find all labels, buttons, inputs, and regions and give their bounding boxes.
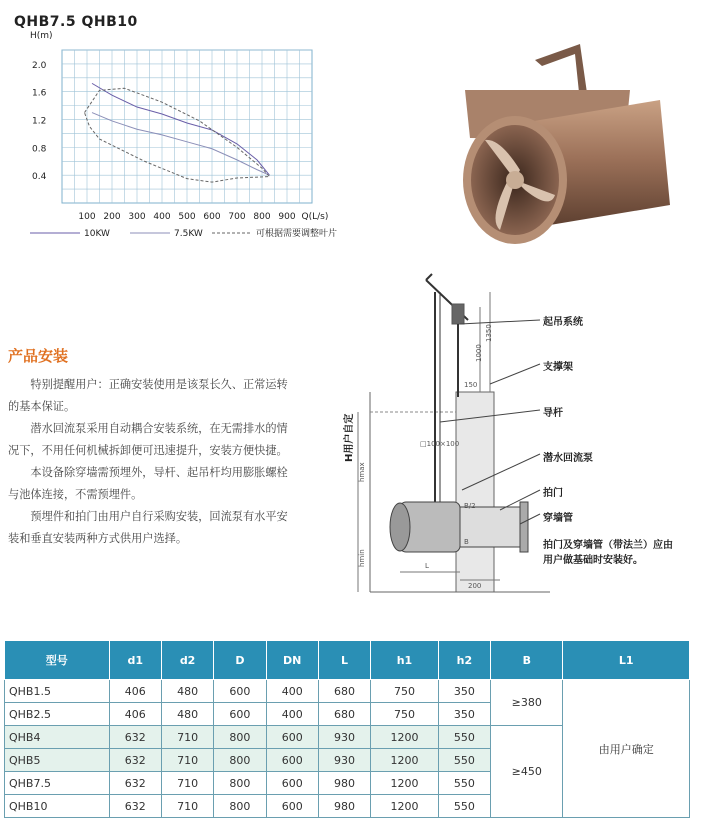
dim-b: B bbox=[464, 538, 469, 546]
table-cell: 710 bbox=[161, 749, 213, 772]
table-cell: 1200 bbox=[371, 772, 439, 795]
table-cell: 632 bbox=[109, 726, 161, 749]
model-cell: QHB10 bbox=[5, 795, 110, 818]
table-cell: 600 bbox=[266, 749, 318, 772]
header-cell: L1 bbox=[563, 641, 690, 680]
x-tick-label: 200 bbox=[103, 212, 121, 222]
table-cell: 632 bbox=[109, 772, 161, 795]
model-cell: QHB1.5 bbox=[5, 680, 110, 703]
table-cell: 600 bbox=[266, 772, 318, 795]
label-support: 支撑架 bbox=[543, 362, 573, 373]
table-cell: 800 bbox=[214, 749, 266, 772]
dim-hmax: hmax bbox=[358, 462, 366, 482]
header-cell: d1 bbox=[109, 641, 161, 680]
installation-text bbox=[8, 374, 298, 550]
table-cell: 600 bbox=[214, 703, 266, 726]
paragraph: 本设备除穿墙需预埋外，导杆、起吊杆均用膨胀螺栓与池体连接，不需预埋件。 bbox=[8, 466, 288, 501]
header-cell: L bbox=[318, 641, 370, 680]
y-tick-label: 0.4 bbox=[32, 172, 47, 183]
x-tick-label: 400 bbox=[153, 212, 171, 222]
table-cell: 750 bbox=[371, 703, 439, 726]
dim-1350: 1350 bbox=[485, 324, 493, 342]
table-cell: 350 bbox=[438, 703, 490, 726]
x-tick-label: 700 bbox=[228, 212, 246, 222]
spec-table bbox=[4, 640, 690, 818]
y-tick-label: 1.2 bbox=[32, 116, 47, 127]
table-cell: 350 bbox=[438, 680, 490, 703]
table-cell: 406 bbox=[109, 680, 161, 703]
table-cell: 550 bbox=[438, 749, 490, 772]
table-cell: 600 bbox=[266, 795, 318, 818]
installation-diagram bbox=[340, 262, 700, 622]
table-cell: 600 bbox=[214, 680, 266, 703]
x-tick-label: 800 bbox=[253, 212, 271, 222]
x-tick-label: 900 bbox=[278, 212, 296, 222]
header-cell: B bbox=[491, 641, 563, 680]
paragraph: 潜水回流泵采用自动耦合安装系统，在无需排水的情况下，不用任何机械拆卸便可迅速提升，安装方便快捷。 bbox=[8, 422, 288, 457]
header-cell: D bbox=[214, 641, 266, 680]
label-wall-pipe: 穿墙管 bbox=[543, 513, 573, 524]
table-cell: 800 bbox=[214, 795, 266, 818]
table-cell: 1200 bbox=[371, 749, 439, 772]
model-cell: QHB5 bbox=[5, 749, 110, 772]
header-cell: d2 bbox=[161, 641, 213, 680]
b-cell: ≥380 bbox=[491, 680, 563, 726]
x-tick-label: 600 bbox=[203, 212, 221, 222]
dim-200: 200 bbox=[468, 582, 482, 590]
table-cell: 480 bbox=[161, 703, 213, 726]
label-pump: 潜水回流泵 bbox=[543, 453, 593, 464]
model-cell: QHB2.5 bbox=[5, 703, 110, 726]
x-tick-label: 100 bbox=[78, 212, 96, 222]
table-cell: 680 bbox=[318, 703, 370, 726]
y-tick-label: 2.0 bbox=[32, 60, 47, 71]
table-cell: 710 bbox=[161, 726, 213, 749]
model-cell: QHB7.5 bbox=[5, 772, 110, 795]
x-axis-label: Q(L/s) bbox=[301, 212, 329, 222]
chart-grid bbox=[62, 50, 312, 203]
table-cell: 400 bbox=[266, 703, 318, 726]
table-cell: 1200 bbox=[371, 795, 439, 818]
table-header-row bbox=[5, 641, 690, 680]
pump-photo bbox=[430, 30, 700, 260]
x-tick-label: 300 bbox=[128, 212, 146, 222]
dim-b2: B/2 bbox=[464, 502, 476, 510]
dim-l: L bbox=[425, 562, 429, 570]
legend-label: 可根据需要调整叶片 bbox=[256, 229, 338, 239]
label-lifting: 起吊系统 bbox=[543, 317, 583, 328]
table-cell: 680 bbox=[318, 680, 370, 703]
label-note-2: 用户做基础时安装好。 bbox=[543, 555, 643, 566]
model-cell: QHB4 bbox=[5, 726, 110, 749]
y-tick-label: 0.8 bbox=[32, 144, 47, 155]
table-cell: 550 bbox=[438, 795, 490, 818]
table-cell: 930 bbox=[318, 749, 370, 772]
dim-1000: 1000 bbox=[475, 344, 483, 362]
header-cell: h1 bbox=[371, 641, 439, 680]
table-cell: 750 bbox=[371, 680, 439, 703]
section-title: 产品安装 bbox=[8, 347, 69, 365]
y-tick-label: 1.6 bbox=[32, 88, 47, 99]
h-user-label: H用户自定 bbox=[344, 413, 355, 462]
y-axis-label: H(m) bbox=[30, 31, 53, 41]
label-guide: 导杆 bbox=[543, 408, 563, 419]
table-cell: 550 bbox=[438, 772, 490, 795]
table-cell: 406 bbox=[109, 703, 161, 726]
table-row bbox=[5, 680, 690, 703]
legend-label: 7.5KW bbox=[174, 229, 203, 239]
legend-label: 10KW bbox=[84, 229, 110, 239]
paragraph: 特别提醒用户：正确安装使用是该泵长久、正常运转的基本保证。 bbox=[8, 378, 288, 413]
paragraph: 预埋件和拍门由用户自行采购安装，回流泵有水平安装和垂直安装两种方式供用户选择。 bbox=[8, 510, 288, 545]
table-cell: 980 bbox=[318, 772, 370, 795]
x-tick-label: 500 bbox=[178, 212, 196, 222]
table-cell: 800 bbox=[214, 772, 266, 795]
table-cell: 800 bbox=[214, 726, 266, 749]
label-flap: 拍门 bbox=[543, 488, 563, 499]
chart-legend bbox=[30, 227, 337, 239]
table-cell: 400 bbox=[266, 680, 318, 703]
table-cell: 710 bbox=[161, 795, 213, 818]
l1-cell: 由用户确定 bbox=[563, 680, 690, 818]
table-cell: 980 bbox=[318, 795, 370, 818]
dim-150: 150 bbox=[464, 381, 478, 389]
header-cell: DN bbox=[266, 641, 318, 680]
table-cell: 480 bbox=[161, 680, 213, 703]
table-cell: 600 bbox=[266, 726, 318, 749]
dim-hmin: hmin bbox=[358, 549, 366, 567]
table-cell: 930 bbox=[318, 726, 370, 749]
header-cell: h2 bbox=[438, 641, 490, 680]
table-cell: 550 bbox=[438, 726, 490, 749]
b-cell: ≥450 bbox=[491, 726, 563, 818]
header-cell: 型号 bbox=[5, 641, 110, 680]
chart-title: QHB7.5 QHB10 bbox=[14, 14, 138, 30]
table-cell: 632 bbox=[109, 795, 161, 818]
performance-chart bbox=[0, 28, 420, 243]
table-cell: 710 bbox=[161, 772, 213, 795]
table-cell: 1200 bbox=[371, 726, 439, 749]
label-note-1: 拍门及穿墙管（带法兰）应由 bbox=[543, 540, 673, 551]
dim-100x100: □100×100 bbox=[420, 440, 460, 448]
table-cell: 632 bbox=[109, 749, 161, 772]
